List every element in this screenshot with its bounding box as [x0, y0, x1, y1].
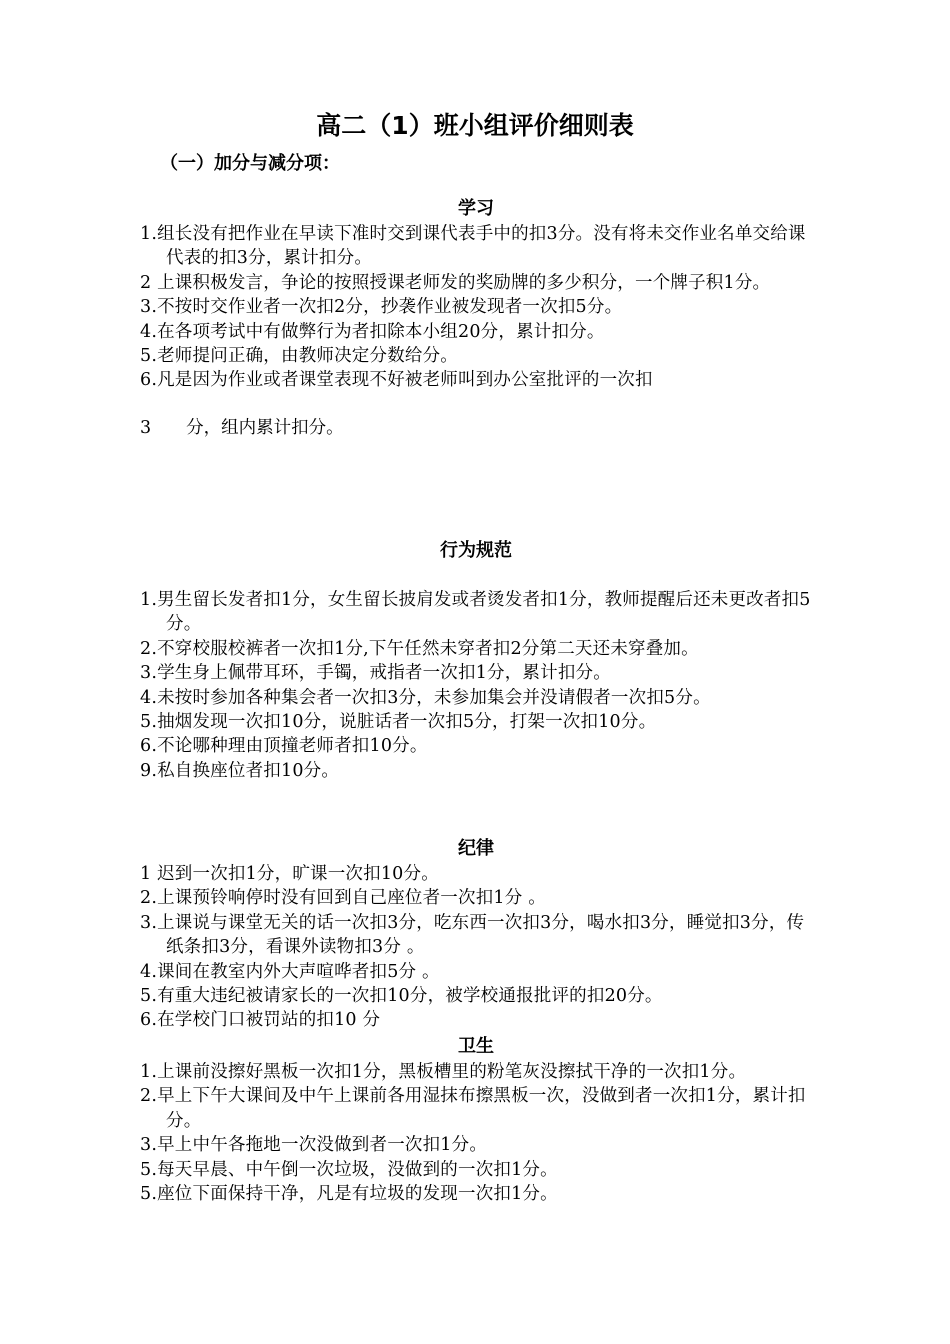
section-study	[140, 196, 812, 440]
section-heading: 纪律	[458, 838, 494, 859]
section-heading: 卫生	[458, 1036, 494, 1057]
rule-item: 5.每天早晨、中午倒一次垃圾，没做到的一次扣1分。	[140, 1159, 558, 1180]
document-title: 高二（1）班小组评价细则表	[316, 111, 634, 140]
rule-item: 2.不穿校服校裤者一次扣1分,下午任然未穿者扣2分第二天还未穿叠加。	[140, 638, 699, 659]
rule-item: 1 迟到一次扣1分，旷课一次扣10分。	[140, 864, 439, 884]
rule-item: 6.不论哪种理由顶撞老师者扣10分。	[140, 736, 428, 757]
rule-item: 5.老师提问正确，由教师决定分数给分。	[140, 346, 458, 367]
rule-item: 4.在各项考试中有做弊行为者扣除本小组20分，累计扣分。	[140, 321, 605, 342]
rule-item: 4.课间在教室内外大声喧哗者扣5分 。	[140, 961, 440, 982]
section-hygiene	[140, 1034, 812, 1206]
rule-item: 2 上课积极发言，争论的按照授课老师发的奖励牌的多少积分，一个牌子积1分。	[140, 272, 771, 293]
rule-item: 6.在学校门口被罚站的扣10 分	[140, 1010, 381, 1031]
rule-item: 5.座位下面保持干净，凡是有垃圾的发现一次扣1分。	[140, 1184, 558, 1205]
rule-item: 5.抽烟发现一次扣10分，说脏话者一次扣5分，打架一次扣10分。	[140, 712, 657, 733]
rule-item: 3.上课说与课堂无关的话一次扣3分，吃东西一次扣3分，喝水扣3分，睡觉扣3分，传纸条扣3分，看课外读物扣3分 。	[140, 912, 805, 958]
document-subtitle: （一）加分与减分项：	[160, 153, 340, 174]
rule-item: 3.早上中午各拖地一次没做到者一次扣1分。	[140, 1135, 488, 1156]
section-discipline	[140, 836, 812, 1033]
section-conduct	[140, 538, 812, 783]
rule-item: 2.上课预铃响停时没有回到自己座位者一次扣1分 。	[140, 888, 546, 909]
rule-item: 3.学生身上佩带耳环，手镯，戒指者一次扣1分，累计扣分。	[140, 663, 611, 684]
rule-item: 4.未按时参加各种集会者一次扣3分，未参加集会并没请假者一次扣5分。	[140, 687, 711, 708]
rule-item: 9.私自换座位者扣10分。	[140, 760, 340, 781]
rule-item: 1.上课前没擦好黑板一次扣1分，黑板槽里的粉笔灰没擦拭干净的一次扣1分。	[140, 1062, 747, 1082]
section-heading: 学习	[458, 198, 494, 219]
rule-item: 5.有重大违纪被请家长的一次扣10分，被学校通报批评的扣20分。	[140, 986, 663, 1007]
rule-item: 1.男生留长发者扣1分，女生留长披肩发或者烫发者扣1分，教师提醒后还未更改者扣5分。	[140, 590, 811, 635]
section-heading: 行为规范	[440, 540, 512, 561]
rule-item: 2.早上下午大课间及中午上课前各用湿抹布擦黑板一次，没做到者一次扣1分，累计扣分。	[140, 1086, 806, 1131]
rule-item: 3.不按时交作业者一次扣2分，抄袭作业被发现者一次扣5分。	[140, 297, 623, 318]
rule-item: 1.组长没有把作业在早读下准时交到课代表手中的扣3分。没有将未交作业名单交给课代表的扣3分，累计扣分。	[140, 224, 806, 269]
rule-continuation: 3 分，组内累计扣分。	[140, 417, 344, 438]
rule-item: 6.凡是因为作业或者课堂表现不好被老师叫到办公室批评的一次扣	[140, 370, 653, 391]
